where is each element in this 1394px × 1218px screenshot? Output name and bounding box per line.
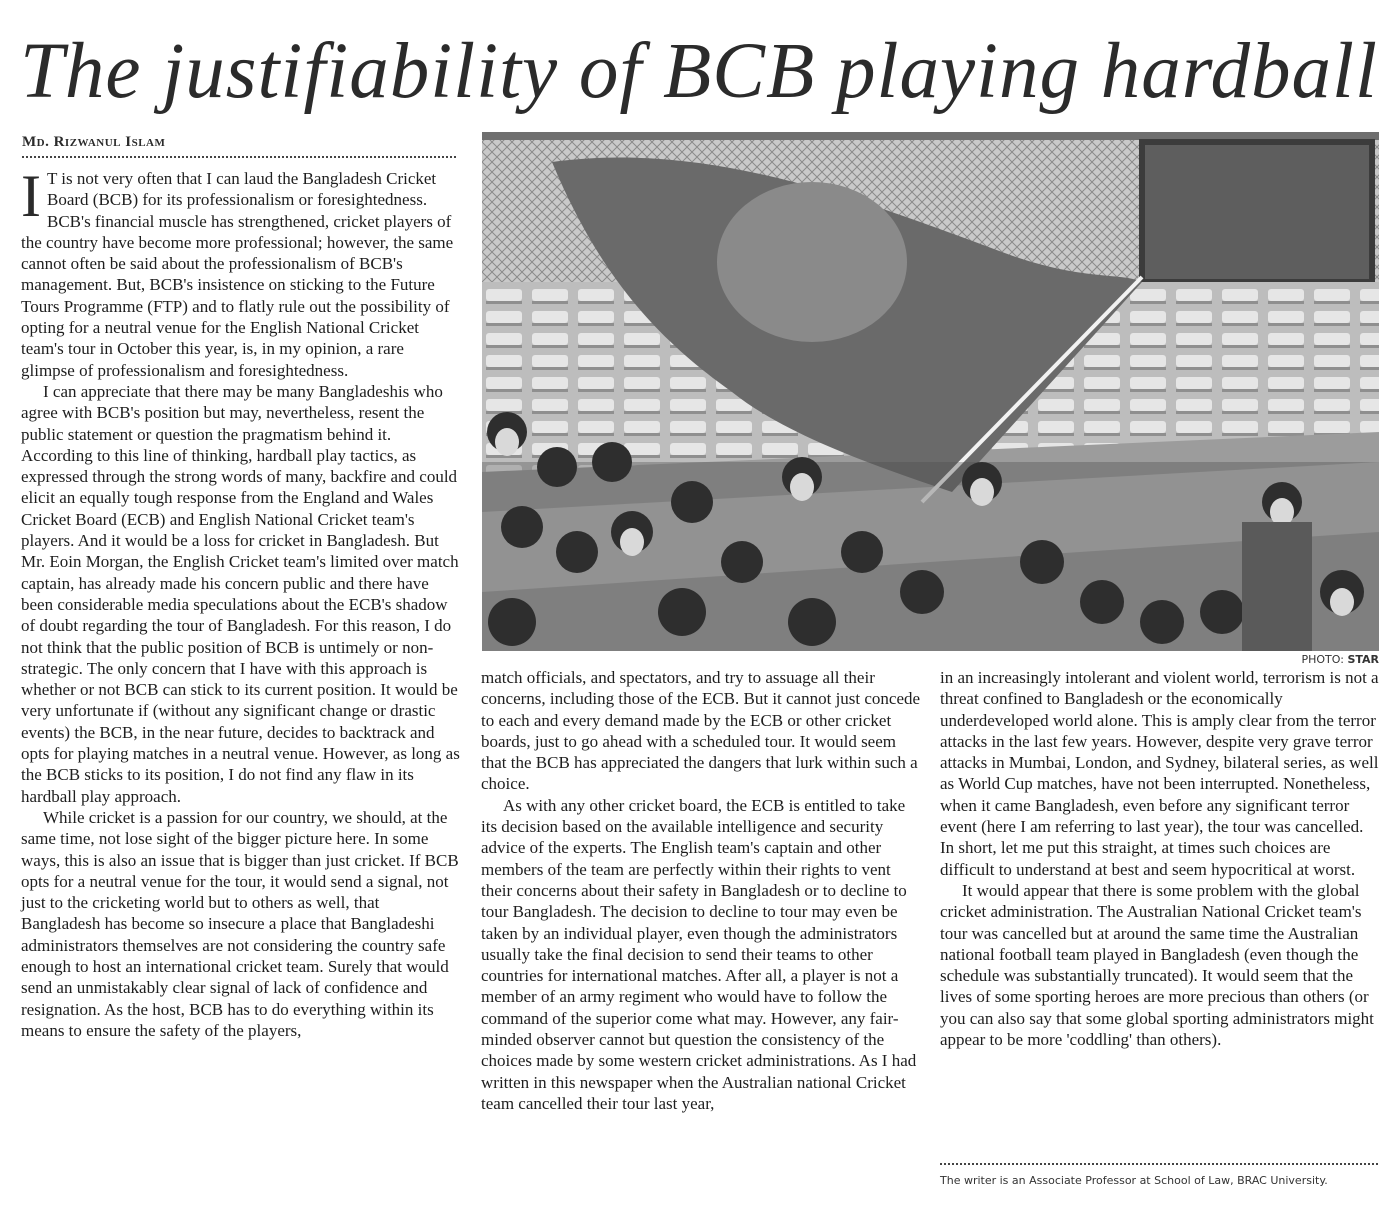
byline: Md. Rizwanul Islam bbox=[22, 134, 456, 158]
photo-credit-source: STAR bbox=[1347, 653, 1379, 666]
headline: The justifiability of BCB playing hardball bbox=[20, 28, 1378, 115]
paragraph bbox=[21, 163, 461, 381]
paragraph: in an increasingly intolerant and violent world, terrorism is not a threat confined to Bangladesh or the economically underdeveloped world alone. This is amply clear from the terror attacks in the last few years. However, despite very grave terror attacks in Mumbai, London, and Sydney, bilateral series, as well as World Cup matches, have not been interrupted. Nonetheless, when it came Bangladesh, even before any significant terror event (here I am referring to last year), the tour was cancelled. In short, let me put this straight, at times such choices are difficult to understand at best and seem hypocritical at worst. bbox=[940, 668, 1379, 879]
stadium-flag-illustration bbox=[482, 132, 1379, 651]
article-column-1 bbox=[21, 163, 461, 1041]
paragraph: match officials, and spectators, and try to assuage all their concerns, including those of the ECB. But it cannot just concede to each and every demand made by the ECB or other cricket boards, just to go ahead with a scheduled tour. It would seem that the BCB has appreciated the dangers that lurk within such a choice. bbox=[481, 668, 921, 794]
article-column-2 bbox=[481, 667, 921, 1114]
news-photo bbox=[482, 132, 1379, 651]
photo-credit bbox=[1200, 653, 1379, 666]
paragraph: I can appreciate that there may be many Bangladeshis who agree with BCB's position but may, nevertheless, resent the public statement or question the pragmatism behind it. According to this line of thinking, hardball play tactics, as expressed through the strong words of many, backfire and could elicit an equally tough response from the England and Wales Cricket Board (ECB) and English National Cricket team's players. And it would be a loss for cricket in Bangladesh. But Mr. Eoin Morgan, the English Cricket team's limited over match captain, has already made his concern public and there have been considerable media speculations about the ECB's shadow of doubt regarding the tour of Bangladesh. For this reason, I do not think that the public position of BCB is untimely or non-strategic. The only concern that I have with this approach is whether or not BCB can stick to its current position. It would be very unfortunate if (without any significant change or drastic events) the BCB, in the near future, decides to backtrack and opts for playing matches in a neutral venue. However, as long as the BCB sticks to its position, I do not find any flaw in its hardball play approach. bbox=[21, 381, 460, 806]
paragraph: While cricket is a passion for our country, we should, at the same time, not lose sight of the bigger picture here. In some ways, this is also an issue that is bigger than just cricket. If BCB opts for a neutral venue for the tour, it would send a signal, not just to the cricketing world but to others as well, that Bangladesh has become so insecure a place that Bangladeshi administrators themselves are not considering the country safe enough to host an international cricket team. Surely that would send an unmistakably clear signal of lack of confidence and resignation. As the host, BCB has to do everything within its means to ensure the safety of the players, bbox=[21, 807, 459, 1040]
drop-cap: I bbox=[21, 163, 41, 229]
photo-credit-label: PHOTO: bbox=[1301, 653, 1344, 666]
author-note: The writer is an Associate Professor at School of Law, BRAC University. bbox=[940, 1174, 1328, 1187]
paragraph-text: T is not very often that I can laud the Bangladesh Cricket Board (BCB) for its professionalism or foresightedness. BCB's financial muscle has strengthened, cricket players of the country have become more professional; however, the same cannot often be said about the professionalism of BCB's management. But, BCB's insistence on sticking to the Future Tours Programme (FTP) and to flatly rule out the possibility of opting for a neutral venue for the English National Cricket team's tour in October this year, is, in my opinion, a rare glimpse of professionalism and foresightedness. bbox=[21, 169, 454, 380]
endnote-divider bbox=[940, 1163, 1378, 1165]
article-column-3 bbox=[940, 667, 1380, 1050]
paragraph: As with any other cricket board, the ECB is entitled to take its decision based on the available intelligence and security advice of the experts. The English team's captain and other members of the team are perfectly within their rights to vent their concerns about their safety in Bangladesh or to decline to tour Bangladesh. The decision to decline to tour may even be taken by an individual player, even though the administrators usually take the final decision to send their teams to other countries for international matches. After all, a player is not a member of an army regiment who would have to follow the command of the superior come what may. However, any fair-minded observer cannot but question the consistency of the choices made by some western cricket administrations. As I had written in this newspaper when the Australian national Cricket team cancelled their tour last year, bbox=[481, 795, 917, 1113]
paragraph: It would appear that there is some problem with the global cricket administration. The Australian National Cricket team's tour was cancelled but at around the same time the Australian national football team played in Bangladesh (even though the schedule was substantially truncated). It would seem that the lives of some sporting heroes are more precious than others (or you can also say that some global sporting administrators might appear to be more 'coddling' than others). bbox=[940, 880, 1374, 1050]
